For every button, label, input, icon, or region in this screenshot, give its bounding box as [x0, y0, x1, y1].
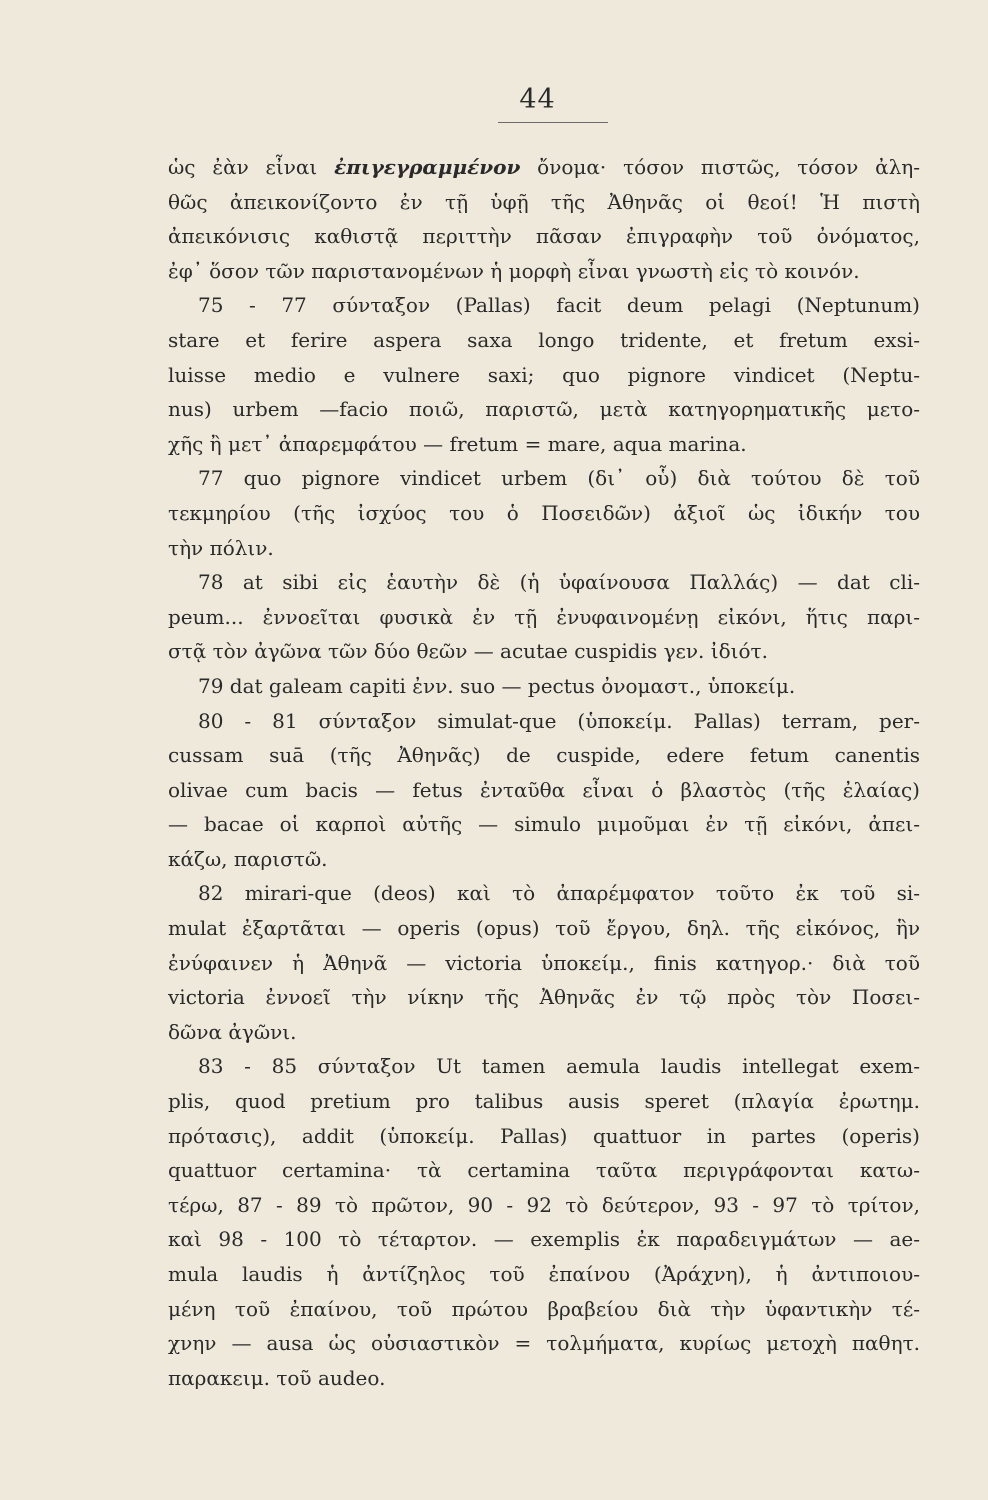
text-line: ὡς ἐὰν εἶναι ἐπιγεγραμμένον ὄνομα· τόσον πιστῶς, τόσον ἀλη-	[168, 155, 920, 179]
text-line: 82 mirari-que (deos) καὶ τὸ ἀπαρέμφατον τοῦτο ἐκ τοῦ si-	[198, 881, 920, 906]
text-line: 77 quo pignore vindicet urbem (δι᾽ οὗ) διὰ τούτου δὲ τοῦ	[198, 466, 920, 491]
text-line: victoria ἐννοεῖ τὴν νίκην τῆς Ἀθηνᾶς ἐν τῷ πρὸς τὸν Ποσει-	[168, 985, 920, 1010]
text-line: peum... ἐννοεῖται φυσικὰ ἐν τῇ ἐνυφαινομένῃ εἰκόνι, ἥτις παρι-	[168, 604, 920, 629]
text-line: 75 - 77 σύνταξον (Pallas) facit deum pelagi (Neptunum)	[198, 293, 920, 318]
text-line: 83 - 85 σύνταξον Ut tamen aemula laudis intellegat exem-	[198, 1054, 920, 1079]
text-line: ἀπεικόνισις καθιστᾷ περιττὴν πᾶσαν ἐπιγραφὴν τοῦ ὀνόματος,	[168, 224, 920, 249]
text-line: τὴν πόλιν.	[168, 535, 274, 560]
text-line: cussam suā (τῆς Ἀθηνᾶς) de cuspide, edere fetum canentis	[168, 743, 920, 768]
text-line: πρότασις), addit (ὑποκείμ. Pallas) quattuor in partes (operis)	[168, 1123, 920, 1148]
text-line: κάζω, παριστῶ.	[168, 846, 328, 871]
text-line: στᾷ τὸν ἀγῶνα τῶν δύο θεῶν — acutae cuspidis γεν. ἰδιότ.	[168, 639, 768, 664]
page-number-rule	[498, 122, 608, 123]
text-line: 79 dat galeam capiti ἐνν. suo — pectus ὀνομαστ., ὑποκείμ.	[198, 673, 796, 698]
text-line: mulat ἐξαρτᾶται — operis (opus) τοῦ ἔργου, δηλ. τῆς εἰκόνος, ἣν	[168, 916, 920, 941]
text-line: τέρω, 87 - 89 τὸ πρῶτον, 90 - 92 τὸ δεύτερον, 93 - 97 τὸ τρίτον,	[168, 1192, 920, 1217]
text-line: μένη τοῦ ἐπαίνου, τοῦ πρώτου βραβείου διὰ τὴν ὑφαντικὴν τέ-	[168, 1296, 920, 1321]
text-line: mula laudis ἡ ἀντίζηλος τοῦ ἐπαίνου (Ἀράχνη), ἡ ἀντιποιου-	[168, 1262, 920, 1286]
text-line: olivae cum bacis — fetus ἐνταῦθα εἶναι ὁ βλαστὸς (τῆς ἐλαίας)	[168, 777, 920, 802]
emphasized-word: ἐπιγεγραμμένον	[334, 155, 521, 179]
text-line: χῆς ἢ μετ᾽ ἀπαρεμφάτου — fretum = mare, aqua marina.	[168, 431, 747, 456]
text-line: τεκμηρίου (τῆς ἰσχύος του ὁ Ποσειδῶν) ἀξιοῖ ὡς ἰδικήν του	[168, 500, 920, 525]
text-line: luisse medio e vulnere saxi; quo pignore vindicet (Neptu-	[168, 362, 920, 387]
text-line: ἐνύφαινεν ἡ Ἀθηνᾶ — victoria ὑποκείμ., finis κατηγορ.· διὰ τοῦ	[168, 950, 920, 975]
text-line: nus) urbem —facio ποιῶ, παριστῶ, μετὰ κατηγορηματικῆς μετο-	[168, 397, 920, 422]
text-line: 78 at sibi εἰς ἑαυτὴν δὲ (ἡ ὑφαίνουσα Παλλάς) — dat cli-	[198, 570, 920, 595]
text-line: 80 - 81 σύνταξον simulat-que (ὑποκείμ. Pallas) terram, per-	[198, 708, 920, 733]
commentary-text	[168, 150, 920, 1395]
text-line: χνην — ausa ὡς οὐσιαστικὸν = τολμήματα, κυρίως μετοχὴ παθητ.	[168, 1331, 920, 1356]
text-line: — bacae οἱ καρποὶ αὐτῆς — simulo μιμοῦμαι ἐν τῇ εἰκόνι, ἀπει-	[168, 812, 920, 837]
text-line: ἐφ᾽ ὅσον τῶν παριστανομένων ἡ μορφὴ εἶναι γνωστὴ εἰς τὸ κοινόν.	[168, 258, 860, 283]
text-line: παρακειμ. τοῦ audeo.	[168, 1365, 386, 1390]
text-line: plis, quod pretium pro talibus ausis speret (πλαγία ἐρωτημ.	[168, 1089, 920, 1114]
text-line: stare et ferire aspera saxa longo tridente, et fretum exsi-	[168, 327, 920, 352]
text-line: δῶνα ἀγῶνι.	[168, 1019, 297, 1044]
text-line: καὶ 98 - 100 τὸ τέταρτον. — exemplis ἐκ παραδειγμάτων — ae-	[168, 1227, 920, 1252]
page-number: 44	[519, 84, 556, 115]
text-line: quattuor certamina· τὰ certamina ταῦτα περιγράφονται κατω-	[168, 1158, 920, 1183]
text-line: θῶς ἀπεικονίζοντο ἐν τῇ ὑφῇ τῆς Ἀθηνᾶς οἱ θεοί! Ἡ πιστὴ	[168, 189, 920, 214]
